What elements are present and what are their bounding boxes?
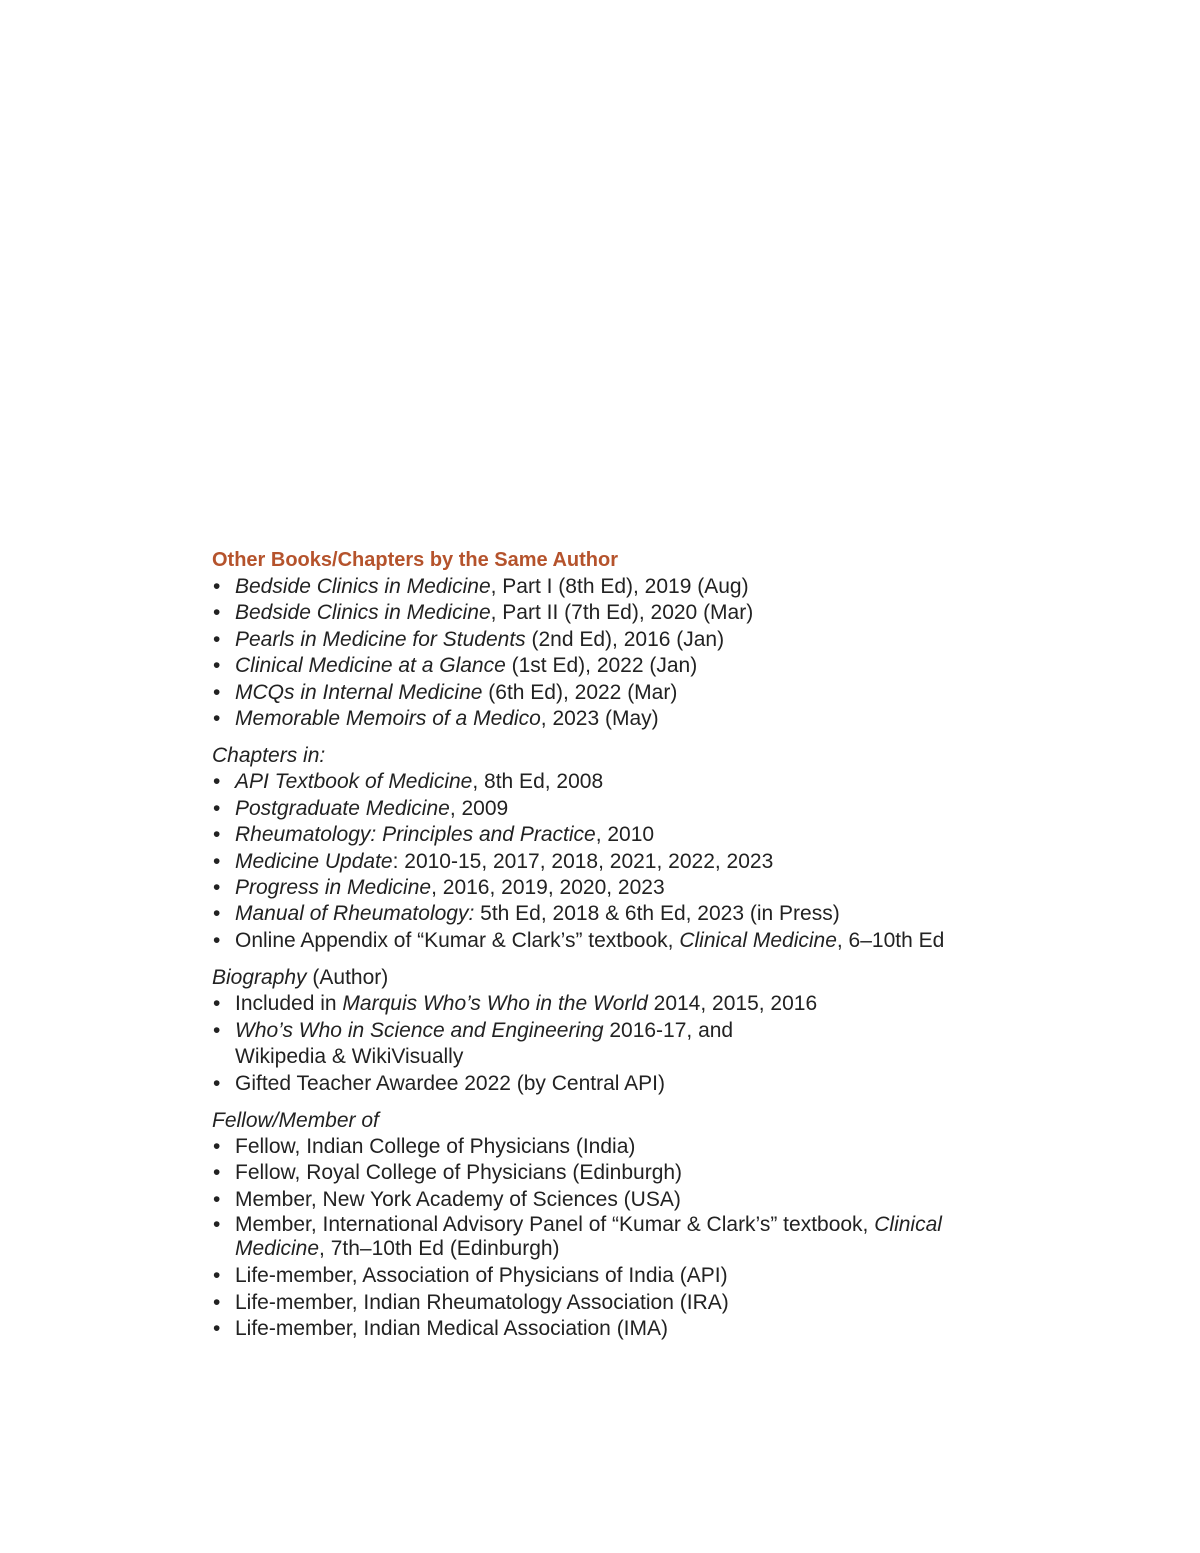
fellow-title: Fellow/Member of [212,1108,379,1132]
list-item: • Rheumatology: Principles and Practice, 2010 [212,822,1012,848]
chapters-title: Chapters in: [212,744,326,768]
bullet-icon: • [213,601,221,625]
bullet-icon: • [213,707,221,731]
list-item: • Fellow, Indian College of Physicians (India) [212,1134,1012,1160]
books-list [212,574,1012,732]
author-books-section [212,546,1012,1342]
list-item: • Gifted Teacher Awardee 2022 (by Central API) [212,1071,1012,1097]
list-item: • Clinical Medicine at a Glance (1st Ed), 2022 (Jan) [212,653,1012,679]
list-item: • Member, New York Academy of Sciences (USA) [212,1187,1012,1213]
list-item: • Medicine Update: 2010-15, 2017, 2018, 2021, 2022, 2023 [212,849,1012,875]
biography-section [212,965,1012,1097]
list-item-continuation: Wikipedia & WikiVisually [235,1045,464,1069]
list-item: • Bedside Clinics in Medicine, Part II (7th Ed), 2020 (Mar) [212,600,1012,626]
bullet-icon: • [213,1071,221,1095]
bullet-icon: • [213,902,221,926]
books-section [212,546,1012,732]
biography-list [212,991,1012,1097]
list-item: • Memorable Memoirs of a Medico, 2023 (May) [212,706,1012,732]
fellow-list [212,1134,1012,1342]
bullet-icon: • [213,1264,221,1288]
bullet-icon: • [213,849,221,873]
bullet-icon: • [213,992,221,1016]
bullet-icon: • [213,575,221,598]
list-item: • Life-member, Indian Medical Association (IMA) [212,1316,1012,1342]
bullet-icon: • [213,654,221,678]
list-item: • Postgraduate Medicine, 2009 [212,796,1012,822]
bullet-icon: • [213,627,221,651]
bullet-icon: • [213,928,221,952]
bullet-icon: • [213,770,221,794]
bullet-icon: • [213,823,221,847]
bullet-icon: • [213,796,221,820]
list-item: • API Textbook of Medicine, 8th Ed, 2008 [212,769,1012,795]
chapters-list [212,769,1012,954]
bullet-icon: • [213,1213,221,1237]
bullet-icon: • [213,680,221,704]
list-item: • MCQs in Internal Medicine (6th Ed), 2022 (Mar) [212,680,1012,706]
list-item: • Life-member, Association of Physicians of India (API) [212,1263,1012,1289]
list-item: • Pearls in Medicine for Students (2nd Ed), 2016 (Jan) [212,627,1012,653]
bullet-icon: • [213,1161,221,1185]
bullet-icon: • [213,1134,221,1158]
list-item: • Bedside Clinics in Medicine, Part I (8th Ed), 2019 (Aug) [212,574,1012,600]
list-item: • Who’s Who in Science and Engineering 2016-17, and Wikipedia & WikiVisually [213,1018,734,1069]
list-item: • Life-member, Indian Rheumatology Association (IRA) [212,1290,1012,1316]
list-item: • Fellow, Royal College of Physicians (Edinburgh) [212,1160,1012,1186]
list-item: • Included in Marquis Who’s Who in the World 2014, 2015, 2016 [212,991,1012,1017]
list-item: • Member, International Advisory Panel of “Kumar & Clark’s” textbook, Clinical Medicine, 7th–10th Ed (Edinburgh) [213,1213,942,1261]
bullet-icon: • [213,1316,221,1340]
bullet-icon: • [213,876,221,900]
chapters-section [212,743,1012,954]
biography-title: Biography (Author) [212,966,389,990]
bullet-icon: • [213,1187,221,1211]
fellow-section [212,1108,1012,1342]
bullet-icon: • [213,1018,221,1042]
list-item: • Progress in Medicine, 2016, 2019, 2020, 2023 [212,875,1012,901]
bullet-icon: • [213,1290,221,1314]
list-item: • Online Appendix of “Kumar & Clark’s” textbook, Clinical Medicine, 6–10th Ed [212,928,1012,954]
list-item: • Manual of Rheumatology: 5th Ed, 2018 & 6th Ed, 2023 (in Press) [212,901,1012,927]
section-heading: Other Books/Chapters by the Same Author [212,549,618,571]
